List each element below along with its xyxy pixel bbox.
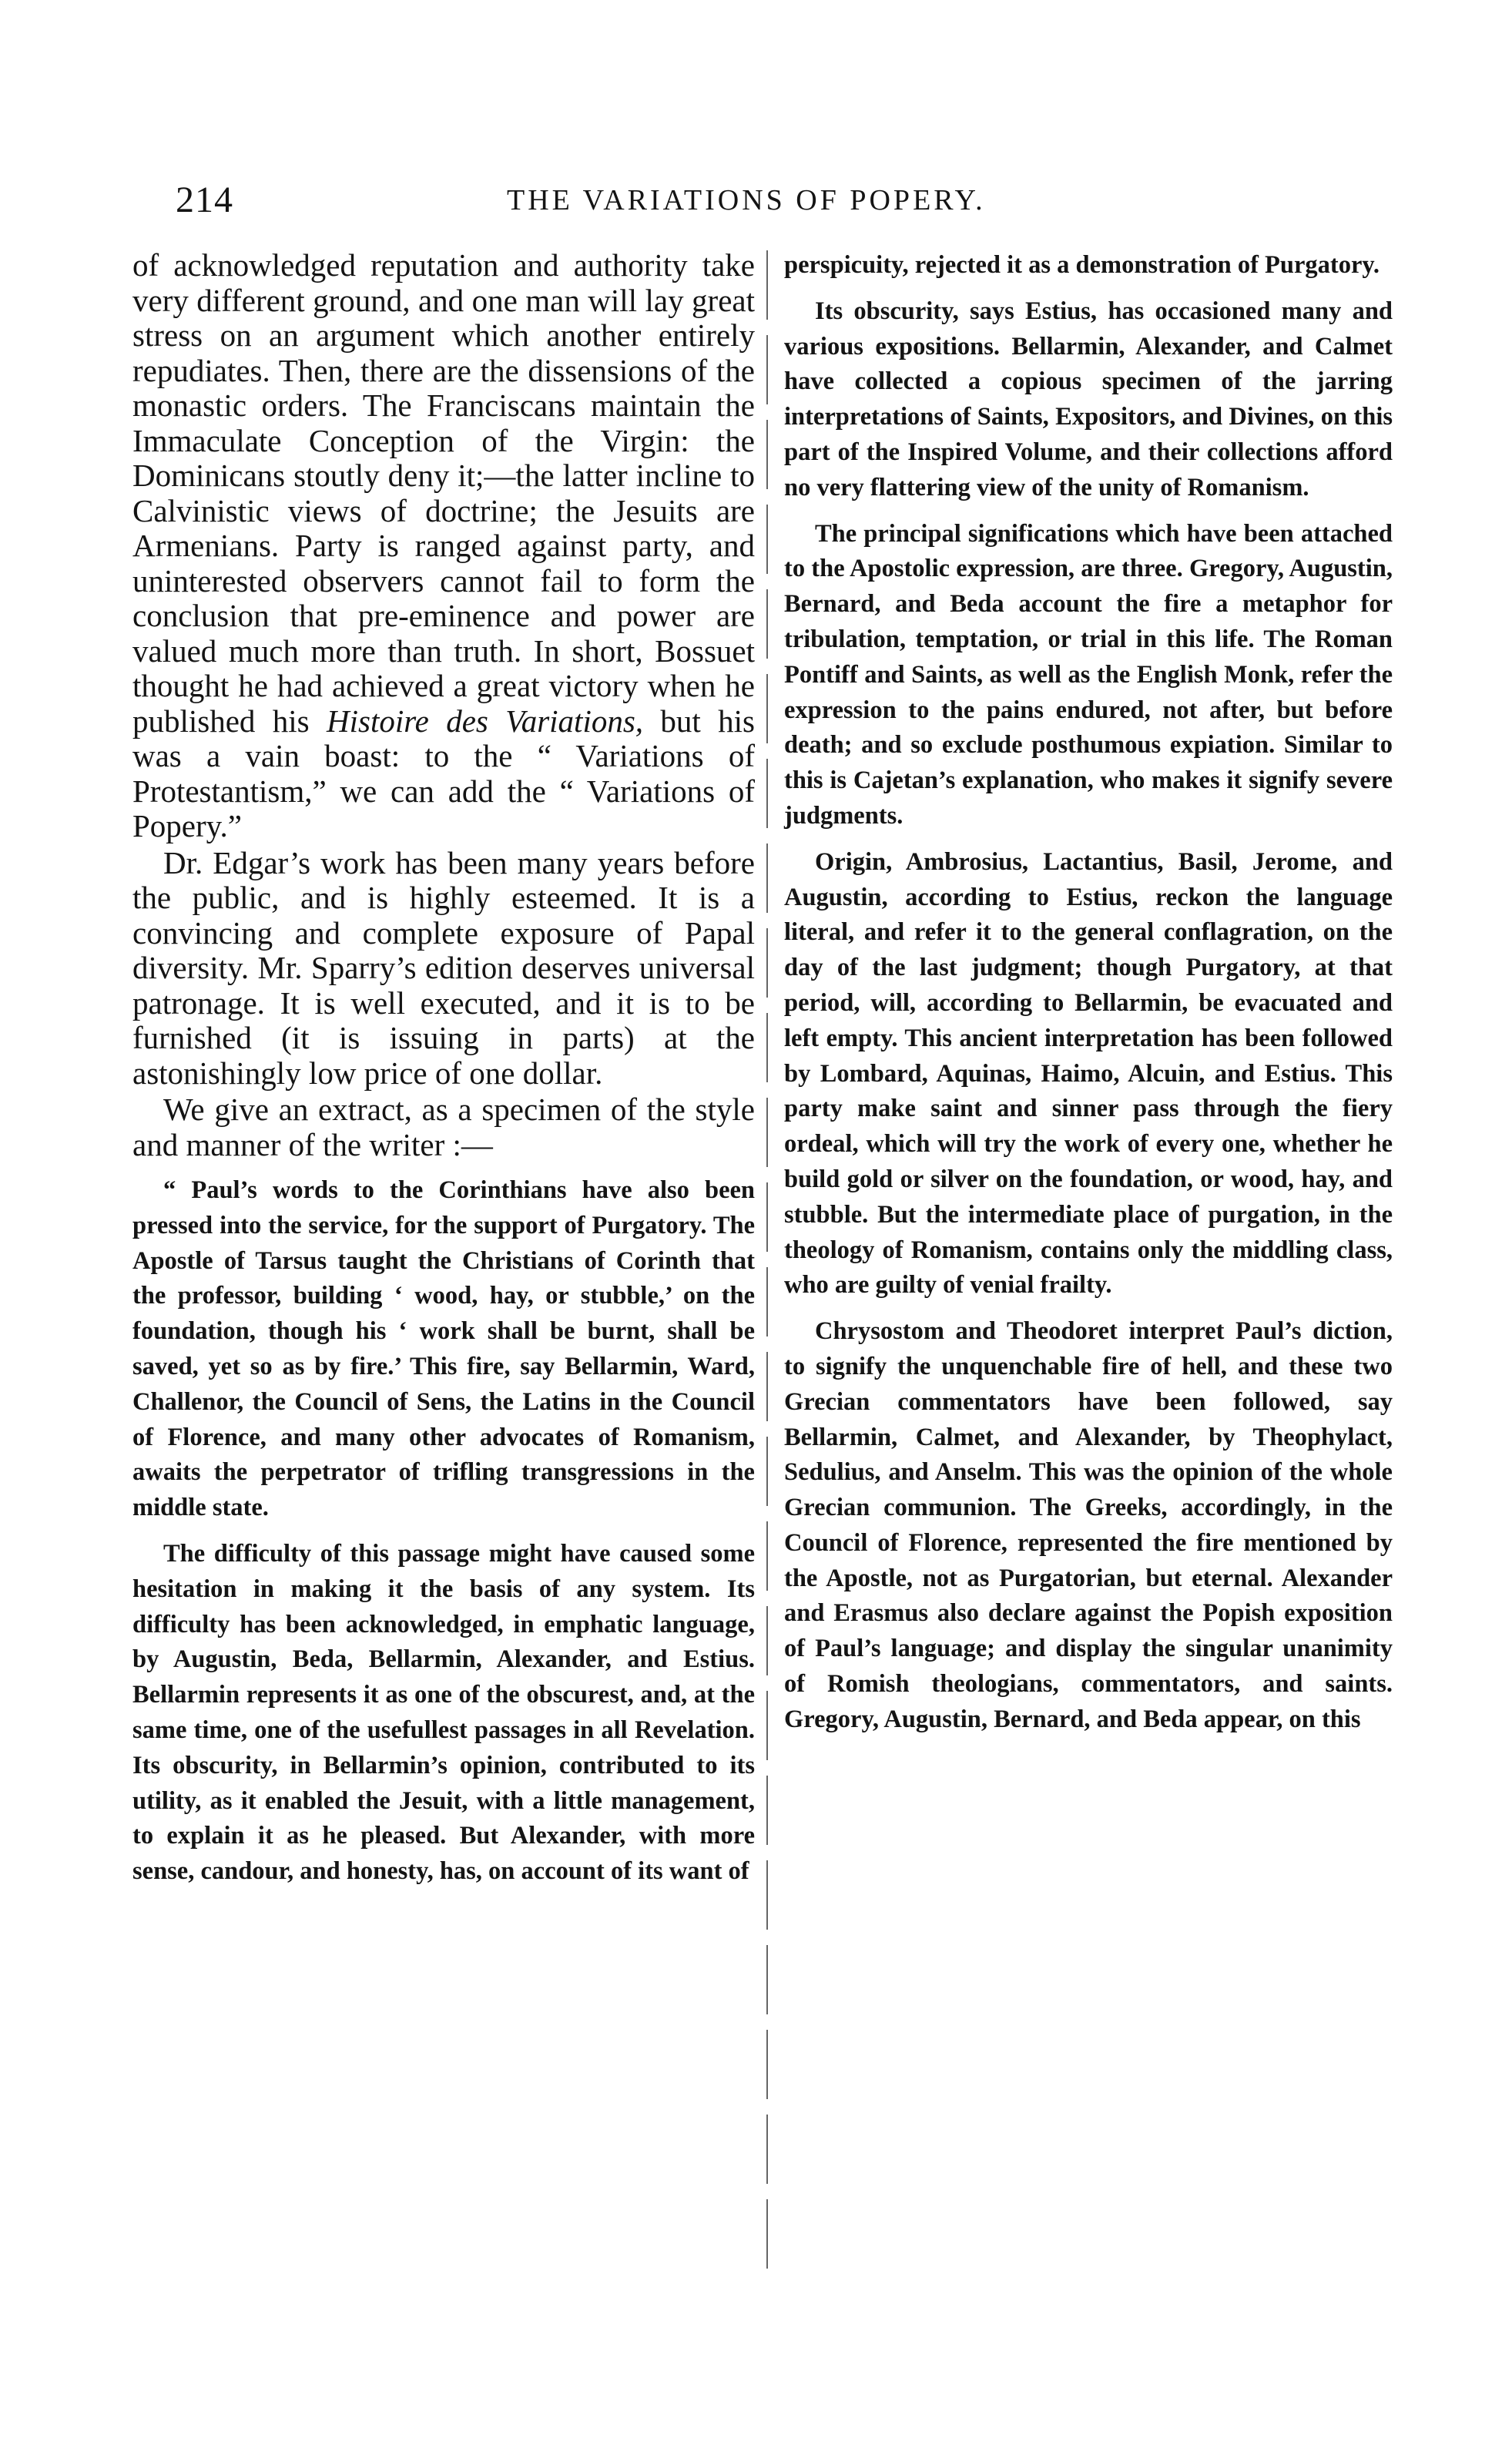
paragraph-edgar: Dr. Edgar’s work has been many years before the public, and is highly esteemed. It is a convincing and complete exposure of Papal diversity. Mr. Sparry’s edition deserves universal patronage. It is well executed, and it is to be furnished (it is issuing in parts) at the astonishingly low price of one dollar. <box>132 844 755 1091</box>
paragraph-extract-intro: We give an extract, as a specimen of the style and manner of the writer :— <box>132 1092 755 1162</box>
paragraph-obscurity: Its obscurity, says Estius, has occasioned many and various expositions. Bellarmin, Alexander, and Calmet have collected a copious specimen of the jarring interpretations of Saints, Expositors, and Divines, on this part of the Inspired Volume, and their collections afford no very flattering view of the unity of Romanism. <box>784 297 1393 501</box>
paragraph-significations: The principal significations which have been attached to the Apostolic expression, are three. Gregory, Augustin, Bernard, and Beda account the fire a metaphor for tribulation, temptation, or trial in this life. The Roman Pontiff and Saints, as well as the English Monk, refer the expression to the pains endured, not after, but before death; and so exclude posthumous expiation. Similar to this is Cajetan’s explanation, who makes it signify severe judgments. <box>784 519 1393 830</box>
italic-title: Histoire des Variations, <box>326 703 644 739</box>
paragraph-chrysostom: Chrysostom and Theodoret interpret Paul’s diction, to signify the unquenchable fire of hell, and these two Grecian commentators have been followed, say Bellarmin, Calmet, and Alexander, by Theophylact, Sedulius, and Anselm. This was the opinion of the whole Grecian communion. The Greeks, accordingly, in the Council of Florence, represented the fire mentioned by the Apostle, not as Purgatorian, but eternal. Alexander and Erasmus also declare against the Popish exposition of Paul’s language; and display the singular unanimity of Romish theologians, commentators, and saints. Gregory, Augustin, Bernard, and Beda appear, on this <box>784 1317 1393 1733</box>
column-divider <box>766 250 768 2269</box>
page-header <box>176 179 1408 233</box>
quote-paragraph-difficulty: The difficulty of this passage might have caused some hesitation in making it the basis of any system. Its difficulty has been acknowledged, in emphatic language, by Augustin, Beda, Bellarmin, Alexander, and Estius. Bellarmin represents it as one of the obscurest, and, at the same time, one of the usefullest passages in all Revelation. Its obscurity, in Bellarmin’s opinion, contributed to its utility, as it enabled the Jesuit, with a little management, to explain it as he pleased. But Alexander, with more sense, candour, and honesty, has, on account of its want of <box>132 1539 755 1886</box>
paragraph-text-end: but his was a vain boast: to the “ Variations of Protestantism,” we can add the “ Variations of Popery.” <box>132 703 755 843</box>
paragraph-text: of acknowledged reputation and authority take very different ground, and one man will lay great stress on an argument which another entirely repudiates. Then, there are the dissensions of the monastic orders. The Franciscans maintain the Immaculate Conception of the Virgin: the Dominicans stoutly deny it;—the latter incline to Calvinistic views of doctrine; the Jesuits are Armenians. Party is ranged against party, and uninterested observers cannot fail to form the conclusion that pre-eminence and power are valued much more than truth. In short, Bossuet thought he had achieved a great victory when he published his <box>132 247 755 739</box>
quote-paragraph-pauls-words: “ Paul’s words to the Corinthians have also been pressed into the service, for the support of Purgatory. The Apostle of Tarsus taught the Christians of Corinth that the professor, building ‘ wood, hay, or stubble,’ on the foundation, though his ‘ work shall be burnt, shall be saved, yet so as by fire.’ This fire, say Bellarmin, Ward, Challenor, the Council of Sens, the Latins in the Council of Florence, and many other advocates of Romanism, awaits the perpetrator of trifling transgressions in the middle state. <box>132 1176 755 1522</box>
paragraph-origin: Origin, Ambrosius, Lactantius, Basil, Jerome, and Augustin, according to Estius, reckon the language literal, and refer it to the general conflagration, on the day of the last judgment; though Purgatory, at that period, will, according to Bellarmin, be evacuated and left empty. This ancient interpretation has been followed by Lombard, Aquinas, Haimo, Alcuin, and Estius. This party make saint and sinner pass through the fiery ordeal, which will try the work of every one, whether he build gold or silver on the foundation, or wood, hay, and stubble. But the intermediate place of purgation, in the theology of Romanism, contains only the middling class, who are guilty of venial frailty. <box>784 847 1393 1300</box>
running-title: THE VARIATIONS OF POPERY. <box>507 184 986 216</box>
paragraph-perspicuity: perspicuity, rejected it as a demonstration of Purgatory. <box>784 251 1380 279</box>
paragraph-variations <box>132 248 755 844</box>
right-column <box>784 248 1393 1738</box>
page-number: 214 <box>176 179 233 220</box>
left-column <box>132 248 755 1890</box>
